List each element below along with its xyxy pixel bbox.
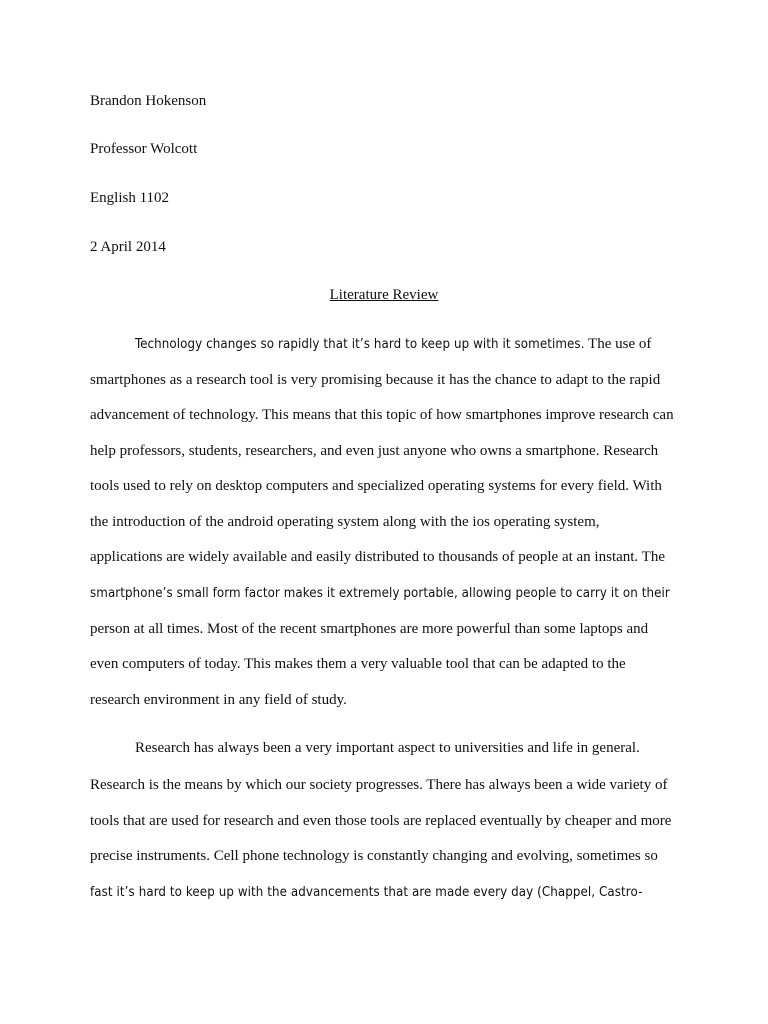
paragraph-1-line-8: smartphone’s small form factor makes it extremely portable, allowing people to carry it on their [90, 586, 670, 601]
author-name: Brandon Hokenson [90, 93, 207, 109]
paragraph-2-line-2: Research is the means by which our society progresses. There has always been a wide variety of [90, 777, 668, 793]
course-name: English 1102 [90, 190, 170, 206]
paragraph-1-line-4: help professors, students, researchers, and even just anyone who owns a smartphone. Research [90, 443, 659, 459]
paragraph-1-line-2: smartphones as a research tool is very promising because it has the chance to adapt to the rapid [90, 372, 661, 388]
date-line: 2 April 2014 [90, 239, 166, 255]
paragraph-2-line-4: precise instruments. Cell phone technology is constantly changing and evolving, sometimes so [90, 848, 658, 864]
paragraph-1-line-3: advancement of technology. This means that this topic of how smartphones improve research can [90, 407, 674, 423]
paragraph-1-line-7: applications are widely available and easily distributed to thousands of people at an instant. The [90, 549, 665, 565]
paragraph-1-line-1 [135, 336, 651, 353]
paragraph-1-line-11: research environment in any field of study. [90, 692, 347, 708]
paragraph-2-line-5: fast it’s hard to keep up with the advancements that are made every day (Chappel, Castro- [90, 885, 643, 900]
paragraph-1-line-10: even computers of today. This makes them a very valuable tool that can be adapted to the [90, 656, 626, 672]
paragraph-2-line-3: tools that are used for research and even those tools are replaced eventually by cheaper and more [90, 813, 672, 829]
paragraph-1-line-6: the introduction of the android operating system along with the ios operating system, [90, 514, 600, 530]
paragraph-1-line-9: person at all times. Most of the recent smartphones are more powerful than some laptops and [90, 621, 649, 637]
document-title: Literature Review [329, 287, 439, 303]
paragraph-1-line-1-b: The use of [584, 336, 652, 352]
professor-name: Professor Wolcott [90, 141, 198, 157]
paragraph-1-line-5: tools used to rely on desktop computers and specialized operating systems for every field. With [90, 478, 662, 494]
paragraph-1-line-1-a: Technology changes so rapidly that it’s hard to keep up with it sometimes. [135, 337, 585, 352]
paragraph-2-line-1: Research has always been a very important aspect to universities and life in general. [135, 740, 640, 756]
